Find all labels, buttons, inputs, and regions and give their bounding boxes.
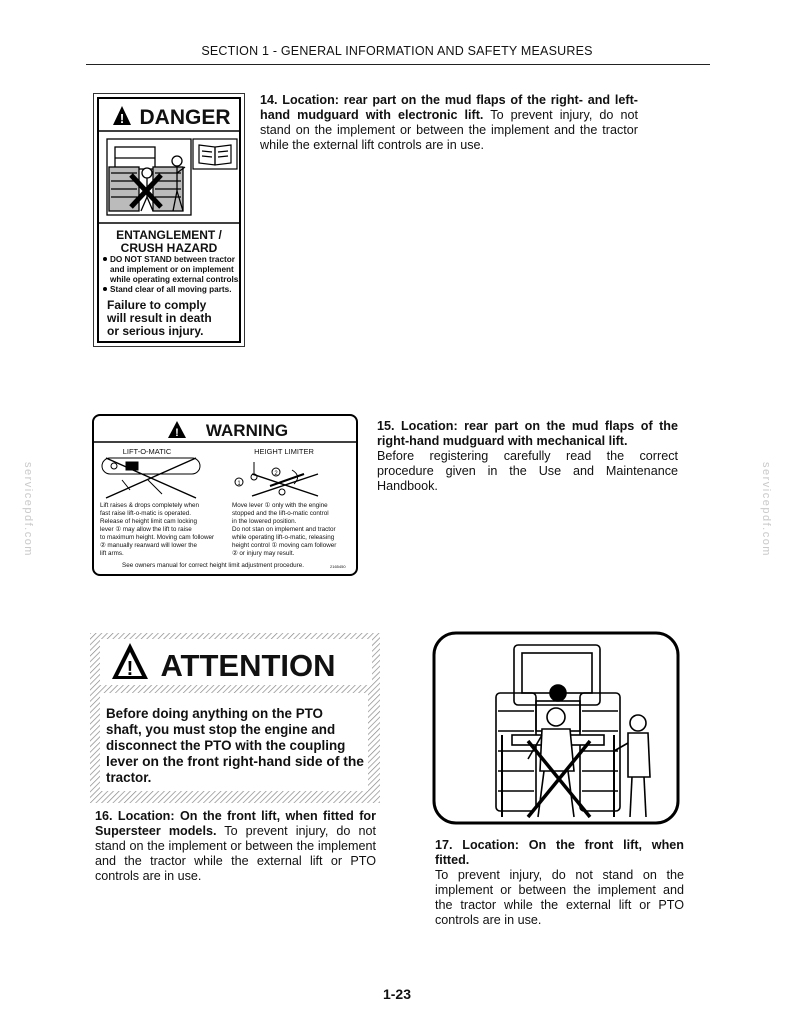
hazard-title-line1: ENTANGLEMENT / — [116, 228, 222, 242]
warning-right-line4: Do not stan on implement and tractor — [232, 526, 336, 533]
warning-left-line1: Lift raises & drops completely when — [100, 502, 200, 509]
item17-location: 17. Location: On the front lift, when fitted. — [435, 838, 684, 867]
warning-left-line4: lever ① may allow the lift to raise — [100, 526, 192, 533]
item16-caption — [95, 809, 376, 884]
warning-safety-decal — [92, 414, 358, 576]
svg-text:!: ! — [119, 111, 125, 126]
warning-code: 2165450 — [330, 564, 346, 569]
item15-caption — [377, 419, 678, 494]
warning-left-line6: ② manually rearward will lower the — [100, 542, 197, 549]
item16-text: To prevent injury, do not stand on the implement or between the implement and the tractor while the external lift or PTO controls are in use. — [95, 824, 377, 883]
warning-right-line1: Move lever ① only with the engine — [232, 502, 328, 509]
warning-right-line7: ② or injury may result. — [232, 550, 295, 557]
section-header: SECTION 1 - GENERAL INFORMATION AND SAFETY MEASURES — [201, 44, 593, 58]
attention-line2: shaft, you must stop the engine and — [106, 722, 336, 737]
warning-title: WARNING — [205, 421, 289, 440]
attention-line5: tractor. — [106, 770, 152, 785]
watermark-left: servicepdf.com — [22, 462, 34, 557]
warning-footer: See owners manual for correct height limit adjustment procedure. — [122, 562, 304, 569]
attention-line4: lever on the front right-hand side of the — [106, 754, 364, 769]
attention-line1: Before doing anything on the PTO — [106, 706, 323, 721]
consequence-line3: or serious injury. — [107, 324, 204, 338]
warning-left-line5: to maximum height. Moving cam follower — [100, 534, 215, 541]
height-limiter-title: HEIGHT LIMITER — [254, 447, 314, 456]
hazard-title-line2: CRUSH HAZARD — [120, 241, 218, 255]
page-number: 1-23 — [382, 986, 412, 1002]
warning-right-text — [231, 502, 336, 557]
svg-text:1: 1 — [237, 481, 241, 487]
svg-text:!: ! — [175, 427, 179, 439]
warning-right-line5: while operating lift-o-matic, releasing — [232, 534, 335, 541]
front-lift-pictogram — [432, 631, 680, 825]
attention-title: ATTENTION — [160, 648, 336, 683]
watermark-right: servicepdf.com — [760, 462, 772, 557]
consequence-line2: will result in death — [107, 311, 212, 325]
crush-hazard-pictogram — [107, 139, 191, 215]
bullet1-line1: DO NOT STAND between tractor — [110, 255, 235, 264]
danger-safety-decal — [93, 93, 245, 347]
item14-location: 14. Location: rear part on the mud flaps of the right- and left-hand mudguard with electronic lift. — [260, 93, 638, 122]
attention-safety-decal — [90, 633, 380, 803]
warning-right-line2: stopped and the lift-o-matic control — [232, 510, 329, 517]
attention-line3: disconnect the PTO with the coupling — [106, 738, 346, 753]
bullet1-line3: while operating external controls. — [110, 275, 241, 284]
warning-left-line3: Release of height limit cam locking — [100, 518, 197, 525]
item14-text: To prevent injury, do not stand on the implement or between the implement and the tractor while the external lift controls are in use. — [260, 108, 638, 152]
consequence-line1: Failure to comply — [107, 298, 207, 312]
warning-right-line3: in the lowered position. — [232, 518, 297, 525]
header-rule — [86, 64, 710, 65]
bullet2: Stand clear of all moving parts. — [110, 285, 232, 294]
svg-text:!: ! — [126, 658, 134, 680]
item17-text: To prevent injury, do not stand on the implement or between the implement and the tractor while the external lift or PTO controls are in use. — [435, 868, 684, 927]
item15-location: 15. Location: rear part on the mud flaps of the right-hand mudguard with mechanical lift. — [377, 419, 678, 448]
item16-location: 16. Location: On the front lift, when fitted for Supersteer models. — [95, 809, 376, 838]
danger-title: DANGER — [139, 106, 231, 129]
warning-left-line2: fast raise lift-o-matic is operated. — [100, 510, 191, 517]
bullet1-line2: and implement or on implement — [110, 265, 234, 274]
warning-right-line6: height control ① moving cam follower — [232, 542, 337, 549]
lift-o-matic-title: LIFT-O-MATIC — [122, 447, 172, 456]
item17-caption — [435, 838, 684, 928]
svg-text:2: 2 — [274, 471, 278, 477]
item14-caption — [260, 93, 638, 153]
warning-left-line7: lift arms. — [100, 550, 124, 557]
item15-text: Before registering carefully read the correct procedure given in the Use and Maintenance Handbook. — [377, 449, 678, 493]
